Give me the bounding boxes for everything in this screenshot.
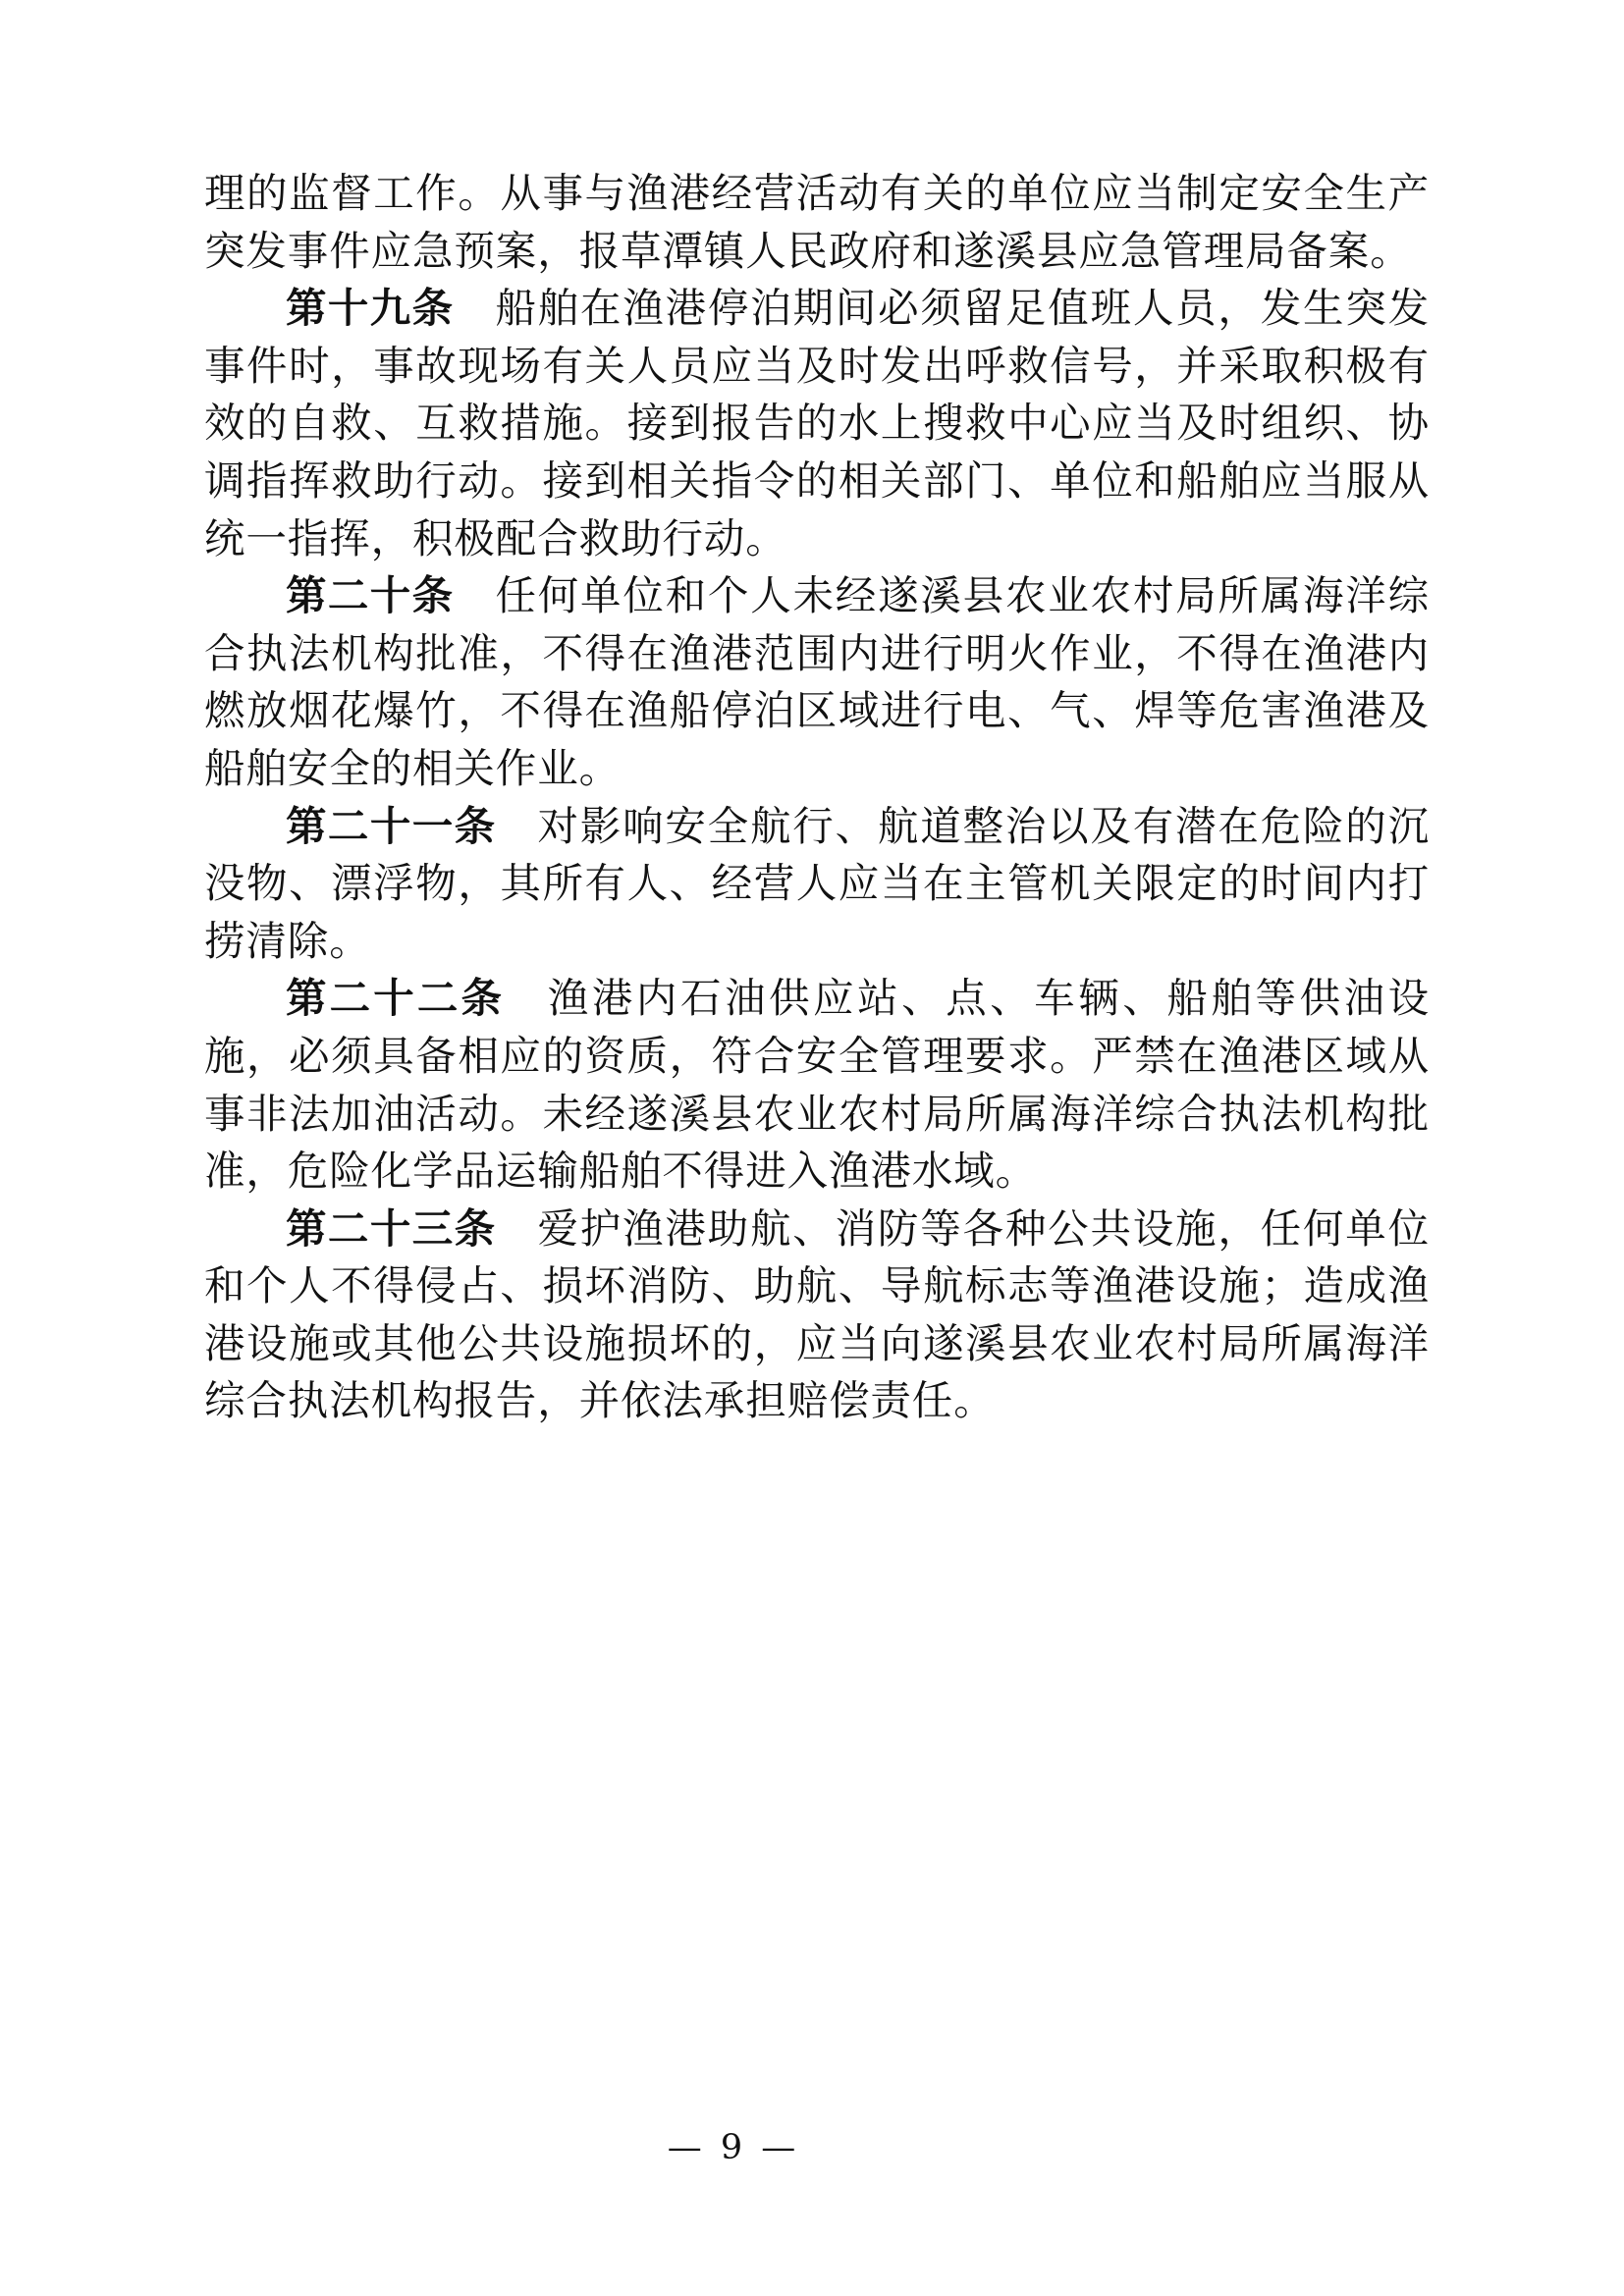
article-label: 第二十三条 [286,1203,497,1253]
paragraph-continuation [204,165,1430,280]
page-body-text [204,165,1430,1430]
paragraph-article-21 [204,798,1430,971]
paragraph-article-19 [204,280,1430,567]
paragraph-article-20 [204,567,1430,797]
article-label: 第二十二条 [286,974,506,1023]
paragraph-article-23 [204,1201,1430,1430]
paragraph-article-22 [204,970,1430,1200]
paragraph-text: 爱护渔港助航、消防等各种公共设施，任何单位和个人不得侵占、损坏消防、助航、导航标志等渔港设施；造成渔港设施或其他公共设施损坏的，应当向遂溪县农业农村局所属海洋综合执法机构报告，并依法承担赔偿责任。 [204,1203,1430,1425]
article-label: 第二十条 [286,571,455,620]
page-footer [0,2128,1624,2167]
article-label: 第十九条 [286,284,455,333]
paragraph-text: 船舶在渔港停泊期间必须留足值班人员，发生突发事件时，事故现场有关人员应当及时发出呼救信号，并采取积极有效的自救、互救措施。接到报告的水上搜救中心应当及时组织、协调指挥救助行动。接到相关指令的相关部门、单位和船舶应当服从统一指挥，积极配合救助行动。 [204,284,1430,562]
paragraph-text: 对影响安全航行、航道整治以及有潜在危险的沉没物、漂浮物，其所有人、经营人应当在主管机关限定的时间内打捞清除。 [204,801,1430,965]
article-label: 第二十一条 [286,801,497,850]
paragraph-text: 理的监督工作。从事与渔港经营活动有关的单位应当制定安全生产突发事件应急预案，报草潭镇人民政府和遂溪县应急管理局备案。 [204,169,1430,275]
paragraph-text: 任何单位和个人未经遂溪县农业农村局所属海洋综合执法机构批准，不得在渔港范围内进行明火作业，不得在渔港内燃放烟花爆竹，不得在渔船停泊区域进行电、气、焊等危害渔港及船舶安全的相关作业。 [204,571,1430,792]
page-number: — 9 — [667,2128,800,2167]
paragraph-text: 渔港内石油供应站、点、车辆、船舶等供油设施，必须具备相应的资质，符合安全管理要求。严禁在渔港区域从事非法加油活动。未经遂溪县农业农村局所属海洋综合执法机构批准，危险化学品运输船舶不得进入渔港水域。 [204,974,1430,1196]
